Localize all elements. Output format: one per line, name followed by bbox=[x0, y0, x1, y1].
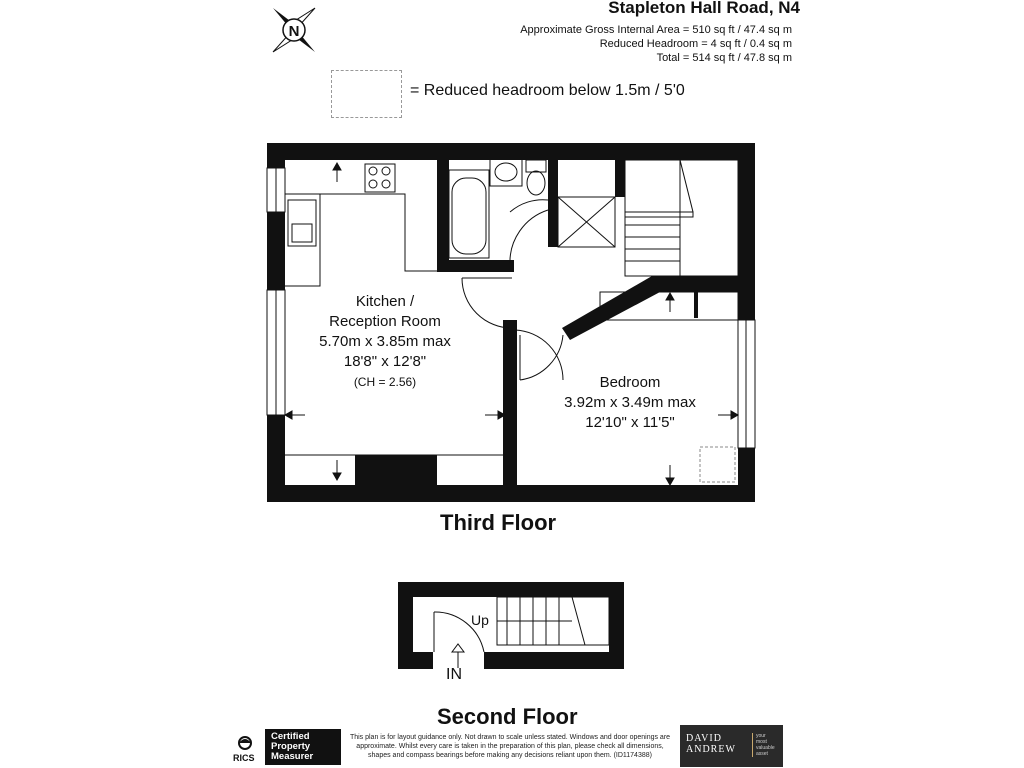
toilet-icon bbox=[526, 160, 546, 172]
certified-measurer-badge bbox=[265, 729, 341, 765]
second-floor-wall-top bbox=[398, 582, 624, 597]
bedroom-metric-size: 3.92m x 3.49m max bbox=[564, 394, 696, 411]
kitchen-name-line2: Reception Room bbox=[329, 313, 441, 330]
staircase bbox=[625, 160, 738, 276]
bathroom-wall-right bbox=[615, 155, 625, 197]
bathroom-wall-left bbox=[437, 155, 449, 270]
agent-name-line1: DAVID bbox=[686, 733, 722, 744]
bathroom-wall-bottom bbox=[437, 260, 514, 272]
tagline-word: your bbox=[756, 733, 766, 739]
bedroom-name: Bedroom bbox=[599, 374, 661, 391]
bathroom-wall-mid bbox=[548, 155, 558, 247]
agent-tagline bbox=[752, 733, 775, 757]
bedroom-wall-pier-lower bbox=[738, 448, 755, 488]
chimney-breast bbox=[355, 455, 437, 487]
kitchen-imperial-size: 18'8" x 12'8" bbox=[343, 353, 427, 370]
entrance-arrow-icon bbox=[452, 644, 464, 668]
badge-line-3: Measurer bbox=[271, 751, 314, 762]
bedroom-imperial-size: 12'10" x 11'5" bbox=[585, 414, 675, 431]
agent-name-line2: ANDREW bbox=[686, 744, 736, 755]
kitchen-ceiling-height: (CH = 2.56) bbox=[353, 375, 417, 389]
badge-line-1: Certified bbox=[271, 731, 310, 742]
badge-line-2: Property bbox=[271, 741, 311, 752]
compass-letter: N bbox=[288, 23, 300, 40]
second-floor-title: Second Floor bbox=[437, 704, 578, 729]
third-floor-title: Third Floor bbox=[440, 510, 557, 535]
second-floor-wall-bottom-left bbox=[398, 652, 433, 669]
kitchen-worktop bbox=[285, 194, 437, 271]
total-area-text: Total = 514 sq ft / 47.8 sq m bbox=[656, 52, 792, 64]
bedroom-diagonal-wall bbox=[562, 276, 738, 340]
kitchen-metric-size: 5.70m x 3.85m max bbox=[319, 333, 451, 350]
legend-text: = Reduced headroom below 1.5m / 5'0 bbox=[410, 82, 685, 99]
kitchen-worktop-side bbox=[285, 194, 320, 286]
door-arc-bathroom bbox=[510, 200, 548, 212]
property-address: Stapleton Hall Road, N4 bbox=[608, 0, 800, 17]
tagline-word: most bbox=[756, 739, 767, 745]
bedroom-label bbox=[545, 373, 715, 433]
rics-text: RICS bbox=[233, 753, 255, 763]
second-floor-wall-bottom-right bbox=[484, 652, 624, 669]
kitchen-label bbox=[300, 292, 470, 392]
disclaimer-text: This plan is for layout guidance only. Not drawn to scale unless stated. Windows and door openings are approximate. Whilst every care is taken in the preparation of this plan, please check all dimensions, shapes and compass bearings before making any decisions reliant upon them. (ID1174388) bbox=[349, 734, 671, 759]
bedroom-wall-pier bbox=[738, 280, 755, 316]
tagline-word: asset bbox=[756, 751, 768, 757]
reduced-headroom-area bbox=[700, 447, 735, 482]
reduced-headroom-text: Reduced Headroom = 4 sq ft / 0.4 sq m bbox=[599, 38, 792, 50]
kitchen-name-line1: Kitchen / bbox=[355, 293, 415, 310]
tagline-word: valuable bbox=[756, 745, 775, 751]
entrance-label: IN bbox=[446, 666, 462, 683]
stairs-up-label: Up bbox=[471, 612, 489, 628]
agent-logo bbox=[680, 725, 783, 767]
outer-wall-top bbox=[267, 143, 755, 160]
gross-area-text: Approximate Gross Internal Area = 510 sq ft / 47.4 sq m bbox=[520, 24, 792, 36]
central-partition-wall bbox=[503, 320, 517, 495]
